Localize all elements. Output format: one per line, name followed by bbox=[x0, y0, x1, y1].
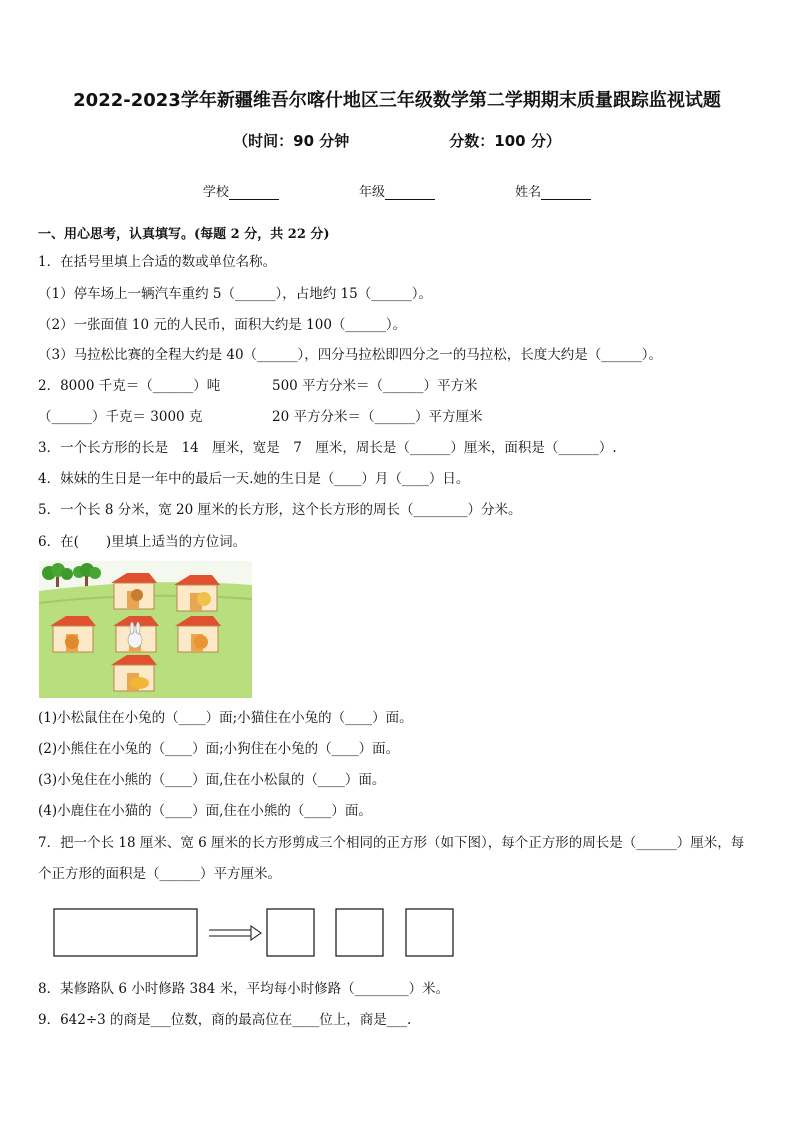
student-info bbox=[0, 181, 794, 200]
question-2a: 2．8000 千克＝（______）吨 bbox=[38, 378, 221, 394]
question-2b: 500 平方分米＝（______）平方米 bbox=[272, 378, 478, 394]
exam-subtitle bbox=[0, 130, 794, 151]
grade-label: 年级 bbox=[358, 185, 385, 200]
square-1 bbox=[267, 909, 314, 956]
question-2d: 20 平方分米＝（______）平方厘米 bbox=[272, 409, 483, 425]
question-1-2: （2）一张面值 10 元的人民币，面积大约是 100（______）。 bbox=[38, 317, 407, 333]
square-3 bbox=[406, 909, 453, 956]
rectangle-cut-diagram bbox=[52, 906, 462, 960]
question-5: 5．一个长 8 分米，宽 20 厘米的长方形，这个长方形的周长（________）分米。 bbox=[38, 502, 522, 518]
question-6-2: (2)小熊住在小兔的（____）面;小狗住在小兔的（____）面。 bbox=[38, 741, 400, 757]
question-6-1: (1)小松鼠住在小兔的（____）面;小猫住在小兔的（____）面。 bbox=[38, 710, 413, 726]
long-rectangle bbox=[54, 909, 197, 956]
question-4: 4．妹妹的生日是一年中的最后一天.她的生日是（____）月（____）日。 bbox=[38, 471, 470, 487]
grade-field[interactable] bbox=[359, 181, 435, 200]
question-9: 9．642÷3 的商是___位数，商的最高位在____位上，商是___. bbox=[38, 1012, 412, 1028]
question-7a: 7．把一个长 18 厘米、宽 6 厘米的长方形剪成三个相同的正方形（如下图），每个正方形的周长是（______）厘米，每 bbox=[38, 835, 745, 851]
question-1-3: （3）马拉松比赛的全程大约是 40（______），四分马拉松即四分之一的马拉松，长度大约是（______）。 bbox=[38, 347, 663, 363]
question-6-3: (3)小兔住在小熊的（____）面,住在小松鼠的（____）面。 bbox=[38, 772, 386, 788]
question-6: 6．在( )里填上适当的方位词。 bbox=[38, 534, 247, 550]
name-field[interactable] bbox=[515, 181, 591, 200]
animal-houses-illustration bbox=[39, 561, 252, 698]
arrow-right-icon bbox=[209, 926, 261, 940]
question-6-4: (4)小鹿住在小猫的（____）面,住在小熊的（____）面。 bbox=[38, 803, 372, 819]
square-2 bbox=[336, 909, 383, 956]
question-3: 3．一个长方形的长是 14 厘米，宽是 7 厘米，周长是（______）厘米，面积是（______）. bbox=[38, 440, 617, 456]
time-label: （时间：90 分钟 bbox=[233, 132, 350, 150]
name-label: 姓名 bbox=[515, 185, 542, 200]
question-2c: （______）千克＝ 3000 克 bbox=[38, 409, 203, 425]
question-1-1: （1）停车场上一辆汽车重约 5（______），占地约 15（______）。 bbox=[38, 286, 432, 302]
question-1: 1．在括号里填上合适的数或单位名称。 bbox=[38, 254, 277, 270]
question-7b: 个正方形的面积是（______）平方厘米。 bbox=[38, 866, 281, 882]
score-label: 分数：100 分） bbox=[449, 132, 561, 150]
exam-title: 2022-2023学年新疆维吾尔喀什地区三年级数学第二学期期末质量跟踪监视试题 bbox=[73, 90, 721, 111]
question-8: 8．某修路队 6 小时修路 384 米，平均每小时修路（________）米。 bbox=[38, 981, 450, 997]
section-heading: 一、用心思考，认真填写。(每题 2 分，共 22 分) bbox=[38, 227, 330, 242]
school-field[interactable] bbox=[203, 181, 279, 200]
school-label: 学校 bbox=[202, 185, 229, 200]
